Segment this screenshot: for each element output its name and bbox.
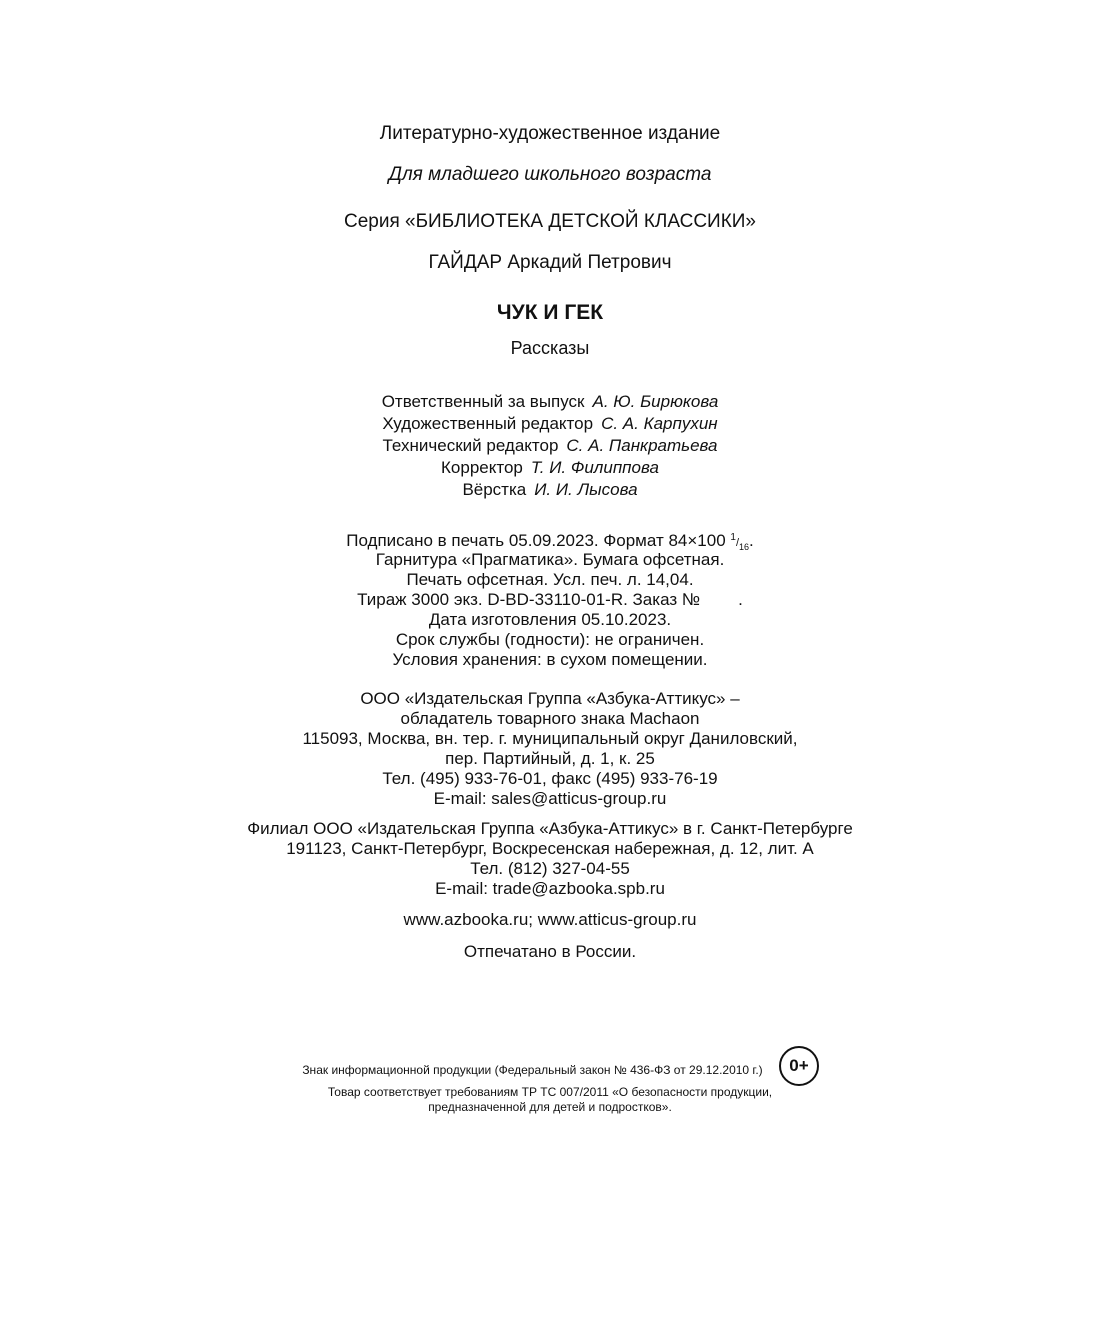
- staff-role: Корректор: [441, 458, 523, 477]
- staff-person: С. А. Карпухин: [601, 414, 718, 433]
- run-period: .: [738, 590, 743, 609]
- age-group: Для младшего школьного возраста: [388, 164, 712, 185]
- edition-type: Литературно-художественное издание: [379, 123, 721, 144]
- staff-person: С. А. Панкратьева: [566, 436, 718, 455]
- publisher-address: 115093, Москва, вн. тер. г. муниципальный округ Даниловский,: [302, 729, 798, 748]
- staff-person: И. И. Лысова: [534, 480, 638, 499]
- staff-role: Вёрстка: [462, 480, 527, 499]
- info-sign-text: Знак информационной продукции (Федеральный закон № 436-ФЗ от 29.12.2010 г.): [302, 1063, 763, 1077]
- author-name: ГАЙДАР Аркадий Петрович: [428, 252, 672, 273]
- staff-role: Технический редактор: [382, 436, 559, 455]
- staff-person: Т. И. Филиппова: [530, 458, 659, 477]
- run-text: Тираж 3000 экз. D-BD-33110-01-R. Заказ №: [357, 590, 701, 609]
- age-rating-badge: 0+: [779, 1046, 819, 1086]
- staff-role: Ответственный за выпуск: [381, 392, 585, 411]
- paper-format-fraction: [730, 532, 750, 552]
- print-signed-period: .: [749, 531, 754, 550]
- printing-info: Печать офсетная. Усл. печ. л. 14,04.: [406, 570, 694, 589]
- branch-line: Филиал ООО «Издательская Группа «Азбука-Аттикус» в г. Санкт-Петербурге: [247, 819, 853, 838]
- staff-row: [0, 392, 1100, 412]
- publisher-email: E-mail: sales@atticus-group.ru: [433, 789, 667, 808]
- run-info: [0, 590, 1100, 610]
- book-subtitle: Рассказы: [510, 338, 590, 358]
- staff-row: [0, 480, 1100, 500]
- print-signed-text: Подписано в печать 05.09.2023. Формат 84×100: [346, 531, 726, 550]
- staff-row: [0, 436, 1100, 456]
- typeface-info: Гарнитура «Прагматика». Бумага офсетная.: [375, 550, 725, 569]
- storage-conditions: Условия хранения: в сухом помещении.: [392, 650, 708, 669]
- compliance-text: Товар соответствует требованиям ТР ТС 007/2011 «О безопасности продукции,: [327, 1085, 773, 1099]
- fraction-numerator: 1: [730, 532, 736, 543]
- series-name: Серия «БИБЛИОТЕКА ДЕТСКОЙ КЛАССИКИ»: [343, 211, 757, 232]
- publisher-phone: Тел. (495) 933-76-01, факс (495) 933-76-19: [382, 769, 718, 788]
- branch-phone: Тел. (812) 327-04-55: [470, 859, 630, 878]
- manufacture-date: Дата изготовления 05.10.2023.: [428, 610, 672, 629]
- staff-role: Художественный редактор: [382, 414, 594, 433]
- book-title: ЧУК И ГЕК: [496, 301, 604, 324]
- printed-in: Отпечатано в России.: [463, 942, 637, 961]
- shelf-life: Срок службы (годности): не ограничен.: [395, 630, 705, 649]
- branch-email: E-mail: trade@azbooka.spb.ru: [435, 879, 665, 898]
- websites: www.azbooka.ru; www.atticus-group.ru: [403, 910, 697, 929]
- staff-row: [0, 414, 1100, 434]
- publisher-address: пер. Партийный, д. 1, к. 25: [445, 749, 655, 768]
- branch-address: 191123, Санкт-Петербург, Воскресенская набережная, д. 12, лит. А: [286, 839, 814, 858]
- publisher-line: обладатель товарного знака Machaon: [400, 709, 700, 728]
- publisher-line: ООО «Издательская Группа «Азбука-Аттикус» –: [360, 689, 740, 708]
- fraction-slash: /: [735, 537, 740, 549]
- compliance-text: предназначенной для детей и подростков».: [428, 1100, 672, 1114]
- staff-person: А. Ю. Бирюкова: [592, 392, 719, 411]
- fraction-denominator: 16: [739, 542, 750, 552]
- staff-row: [0, 458, 1100, 478]
